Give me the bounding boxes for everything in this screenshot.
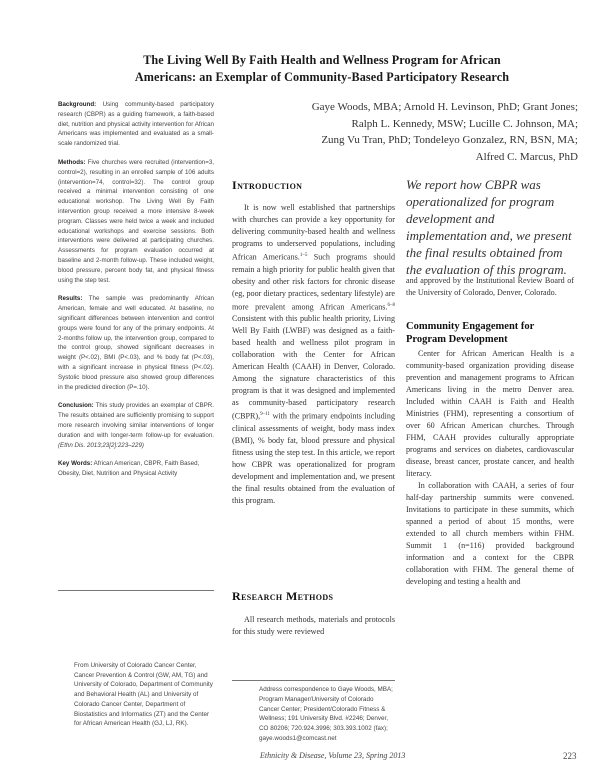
journal-citation: Ethnicity & Disease, Volume 23, Spring 2013 <box>260 751 406 760</box>
research-methods-text: All research methods, materials and protocols for this study were reviewed <box>232 615 395 636</box>
abstract-conclusion <box>58 401 214 450</box>
conclusion-text: This study provides an exemplar of CBPR. The results obtained are sufficiently promising to support more research involving similar interventions of longer duration and with longer-term follow-up for evaluation. <box>58 402 214 439</box>
intro-text-4: with the primary endpoints including clinical assessments of weight, body mass index (BMI), % body fat, blood pressure and physical fitness using the step test. In this article, we report how CBPR was operationalized for program development and implementation and, we present the final results obtained from the evaluation of this program. <box>232 412 395 506</box>
intro-text-1: It is now well established that partnerships with churches can provide a key opportunity for delivering community-based health and wellness programs to underserved populations, including African Americans. <box>232 203 395 262</box>
article-title <box>62 52 582 86</box>
introduction-body <box>232 202 395 507</box>
author-line: Ralph L. Kennedy, MSW; Lucille C. Johnson, MA; <box>351 117 578 130</box>
community-engagement-heading: Community Engagement for Program Development <box>406 321 535 345</box>
intro-text-3: Consistent with this public health priority, Living Well By Faith (LWBF) was designed as a faith-based health and wellness pilot program in collaboration with the Center for African American Health (CAAH) in Denver, Colorado. Among the signature characteristics of this program is that it was designed and implemented as community-based participatory research (CBPR), <box>232 314 395 422</box>
correspondence-divider <box>232 680 395 681</box>
abstract <box>58 100 214 488</box>
author-line: Zung Vu Tran, PhD; Tondeleyo Gonzalez, RN, BSN, MA; <box>321 134 578 146</box>
methods-label: Methods: <box>58 158 86 166</box>
citation: (Ethn Dis. 2013;23[2]:223–229) <box>58 441 144 449</box>
results-label: Results: <box>58 295 83 303</box>
abstract-keywords <box>58 459 214 479</box>
community-engagement-body <box>406 348 574 588</box>
author-list <box>238 99 578 165</box>
page-footer <box>0 751 600 765</box>
research-methods-heading: Research Methods <box>232 589 334 603</box>
keywords-label: Key Words: <box>58 460 93 468</box>
ref-sup: 9–11 <box>260 412 270 418</box>
introduction-paragraph <box>232 202 395 507</box>
keywords-text: African American, CBPR, Faith Based, Obesity, Diet, Nutrition and Physical Activity <box>58 460 200 478</box>
author-line: Alfred C. Marcus, PhD <box>475 150 578 163</box>
ref-sup: 1–5 <box>299 253 308 258</box>
results-text: The sample was predominantly African American, female and well educated. At baseline, no significant differences between intervention and control groups were found for any of the primary endpoints. At 2-months follow up, the intervention group, compared to the control group, showed significant decreases in weight (P<.02), BMI (P<.03), and % body fat (P<.03), with a significant increase in physical fitness (P<.02). Systolic blood pressure also showed group differences in the predicted direction (P=.10). <box>58 295 214 391</box>
community-paragraph-1: Center for African American Health is a community-based organization providing disease prevention and management programs to African Americans living in the metro Denver area. Included within CAAH is Faith and Health Ministries (FHM), representing a consortium of over 60 African American churches. Through FHM, CAAH provides culturally appropriate programs and services on diabetes, cardiovascular disease, breast cancer, prostate cancer, and health literacy. <box>406 349 574 478</box>
title-line-1: The Living Well By Faith Health and Wellness Program for African <box>143 53 501 67</box>
abstract-background <box>58 100 214 149</box>
background-label: Background: <box>58 101 97 108</box>
abstract-results <box>58 294 214 392</box>
author-line: Gaye Woods, MBA; Arnold H. Levinson, PhD; Grant Jones; <box>311 101 578 113</box>
methods-text: Five churches were recruited (intervention=3, control=2), resulting in an enrolled sample of 106 adults (intervention=74, control=32). The control group received a minimal intervention consisting of one educational workshop. The Living Well By Faith intervention group received a more intensive 8-week program. Classes were held twice a week and included educational workshops and exercise sessions. Both interventions were delivered at participating churches. Assessments for program evaluation occurred at baseline and 2-month follow-up. These included weight, blood pressure, percent body fat, and physical fitness using the step test. <box>58 158 214 284</box>
background-text: Using community-based participatory research (CBPR) as a guiding framework, a faith-based diet, nutrition and physical activity intervention for African Americans was implemented and evaluated as a small-scale randomized trial. <box>58 101 214 148</box>
page-number: 223 <box>563 751 577 761</box>
abstract-methods <box>58 158 214 285</box>
correspondence: Address correspondence to Gaye Woods, MBA; Program Manager/University of Colorado Cancer Center; President/Colorado Fitness & Wellness; 191 University Blvd. #2246; Denver, CO 80206; 720.924.3996; 303.393.1002 (fax); gaye.woods1@comcast.net <box>259 686 393 742</box>
pull-quote: We report how CBPR was operationalized for program development and implementation and, we present the final results obtained from the evaluation of this program. <box>406 177 572 277</box>
intro-text-2: Such programs should remain a high priority for public health given that obesity and other risk factors for chronic disease (eg, poor dietary practices, sedentary lifestyle) are more prevalent among African Americans. <box>232 252 396 312</box>
community-paragraph-2: In collaboration with CAAH, a series of four half-day partnership summits were convened. Invitations to participate in these summits, which spanned a period of about 15 months, were extended to all church members within FHM. Summit 1 (n=116) provided background information and a context for the CBPR collaboration with FHM. The general theme of developing and testing a health and <box>406 481 574 586</box>
title-line-2: Americans: an Exemplar of Community-Based Participatory Research <box>134 70 510 84</box>
abstract-divider <box>58 590 214 591</box>
introduction-heading: Introduction <box>232 178 303 192</box>
affiliation: From University of Colorado Cancer Center, Cancer Prevention & Control (GW, AM, TG) and University of Colorado, Department of Community and Behavioral Health (AL) and University of Colorado Cancer Center, Department of Biostatistics and Informatics (ZT) and the Center for African American Health (GJ, LJ, RK). <box>74 662 213 728</box>
methods-continuation: and approved by the Institutional Review Board of the University of Colorado, Denver, Colorado. <box>406 276 574 297</box>
ref-sup: 6–8 <box>387 302 395 308</box>
conclusion-label: Conclusion: <box>58 402 94 410</box>
